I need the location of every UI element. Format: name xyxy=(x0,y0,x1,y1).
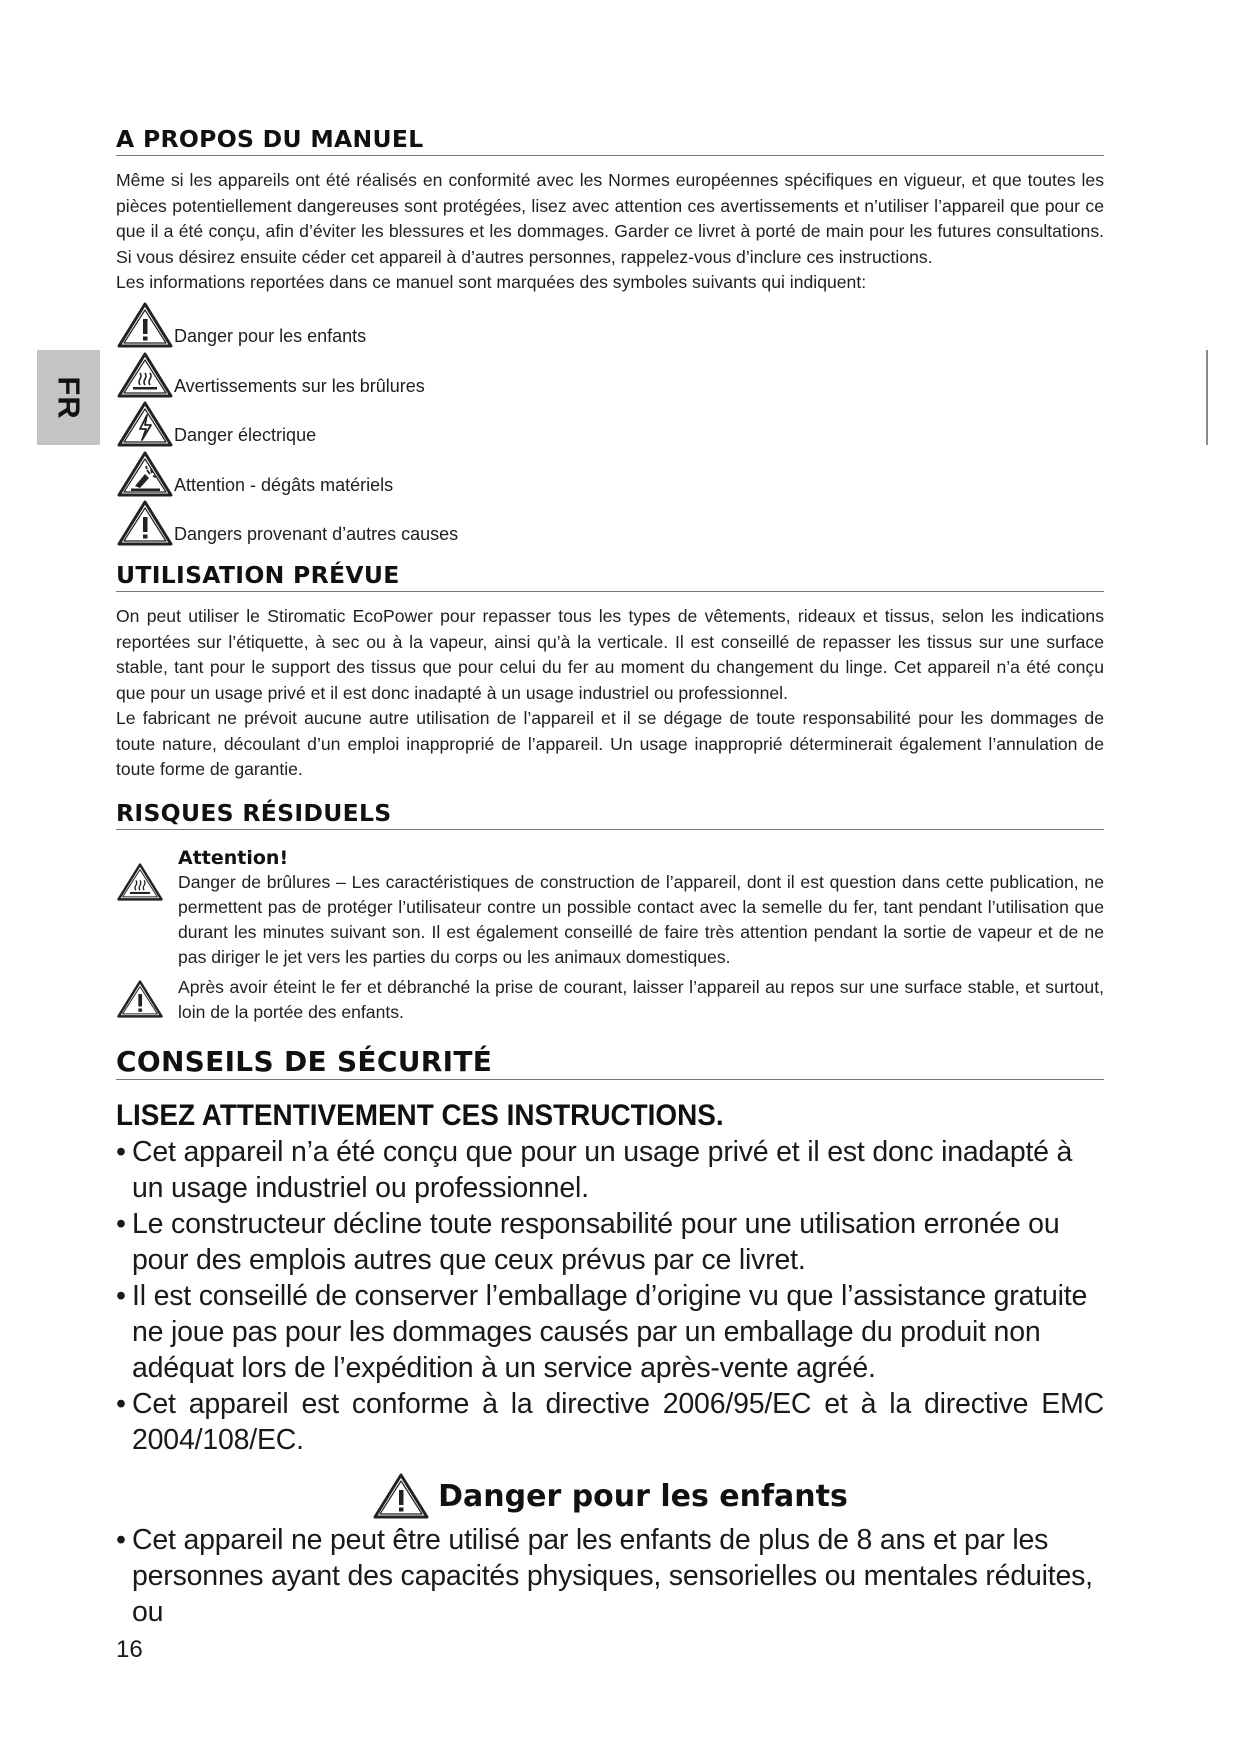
electric-danger-icon xyxy=(116,400,174,448)
attention-label: Attention! xyxy=(178,846,289,869)
burn-risk-text xyxy=(178,846,1104,971)
symbol-item xyxy=(116,349,1104,399)
warning-exclamation-icon xyxy=(116,977,164,1021)
symbol-label: Attention - dégâts matériels xyxy=(174,474,394,495)
burn-warning-icon xyxy=(116,351,174,399)
burn-risk-paragraph: Danger de brûlures – Les caractéristiques de construction de l’appareil, dont il est question dans cette publication, ne permettent pas de protéger l’utilisateur contre un possible contact avec la semelle du fer, tant pendant l’utilisation que durant les minutes suivant son. Il est également conseillé de faire très attention pendant la sortie de vapeur et de ne pas diriger le jet vers les parties du corps ou les animaux domestiques. xyxy=(178,871,1104,968)
children-bullet-list xyxy=(116,1522,1104,1630)
after-use-block xyxy=(116,975,1104,1026)
language-tab xyxy=(37,350,100,445)
burn-risk-block xyxy=(116,846,1104,971)
children-bullet: • Cet appareil ne peut être utilisé par les enfants de plus de 8 ans et par les personnes ayant des capacités physiques, sensorielles ou mentales réduites, ou xyxy=(116,1524,1093,1629)
symbol-label: Danger pour les enfants xyxy=(174,326,367,346)
safety-bullet: • Le constructeur décline toute responsabilité pour une utilisation erronée ou pour des emplois autres que ceux prévus par ce livret. xyxy=(116,1208,1060,1277)
children-danger-title: Danger pour les enfants xyxy=(438,1478,848,1514)
symbol-label: Avertissements sur les brûlures xyxy=(174,375,425,396)
safety-heading: CONSEILS DE SÉCURITÉ xyxy=(116,1045,1104,1080)
symbol-label: Dangers provenant d’autres causes xyxy=(174,524,459,544)
warning-exclamation-icon xyxy=(116,499,174,547)
symbol-label: Danger électrique xyxy=(174,425,317,445)
intended-use-paragraph-2: Le fabricant ne prévoit aucune autre utilisation de l’appareil et il se dégage de toute responsabilité pour les dommages de toute nature, découlant d’un emploi inapproprié de l’appareil. Un usage inapproprié déterminerait également l’annulation de toute forme de garantie. xyxy=(116,708,1104,779)
language-tab-label: FR xyxy=(51,375,87,420)
right-margin-mark xyxy=(1206,350,1208,445)
warning-exclamation-icon xyxy=(116,301,174,349)
safety-bullet: • Cet appareil est conforme à la directive 2006/95/EC et à la directive EMC 2004/108/EC. xyxy=(116,1388,1104,1457)
page-number: 16 xyxy=(116,1636,143,1663)
intended-use-heading: UTILISATION PRÉVUE xyxy=(116,561,1104,592)
about-heading: A PROPOS DU MANUEL xyxy=(116,125,1104,156)
symbol-item xyxy=(116,300,1104,350)
read-instructions-heading: LISEZ ATTENTIVEMENT CES INSTRUCTIONS. xyxy=(116,1099,724,1133)
symbol-list xyxy=(116,300,1104,548)
after-use-text xyxy=(178,975,1104,1026)
residual-risks-heading: RISQUES RÉSIDUELS xyxy=(116,799,1104,830)
about-paragraph: Même si les appareils ont été réalisés en conformité avec les Normes européennes spécifiques en vigueur, et que toutes les pièces potentiellement dangereuses sont protégées, lisez avec attention ces avertissements et n’utiliser l’appareil que pour ce que il a été conçu, afin d’éviter les blessures et les dommages. Garder ce livret à porté de main pour les futures consultations. Si vous désirez ensuite céder cet appareil à d’autres personnes, rappelez-vous d’inclure ces instructions. xyxy=(116,170,1104,267)
safety-bullet-list xyxy=(116,1134,1104,1458)
symbol-item xyxy=(116,448,1104,498)
warning-exclamation-icon xyxy=(372,1472,430,1520)
intended-use-paragraph-1: On peut utiliser le Stiromatic EcoPower pour repasser tous les types de vêtements, rideaux et tissus, selon les indications reportées sur l’étiquette, à sec ou à la vapeur, ainsi qu’à la verticale. Il est conseillé de repasser les tissus sur une surface stable, tant pour le support des tissus que pour celui du fer au moment du changement du linge. Cet appareil n’a été conçu que pour un usage privé et il est donc inadapté à un usage industriel ou professionnel. xyxy=(116,606,1104,703)
material-damage-icon xyxy=(116,450,174,498)
safety-bullet: • Il est conseillé de conserver l’emballage d’origine vu que l’assistance gratuite ne joue pas pour les dommages causés par un emballage du produit non adéquat lors de l’expédition à un service après-vente agréé. xyxy=(116,1280,1088,1385)
after-use-paragraph: Après avoir éteint le fer et débranché la prise de courant, laisser l’appareil au repos sur une surface stable, et surtout, loin de la portée des enfants. xyxy=(178,976,1104,1022)
children-danger-heading xyxy=(116,1472,1104,1520)
safety-bullet: • Cet appareil n’a été conçu que pour un usage privé et il est donc inadapté à un usage industriel ou professionnel. xyxy=(116,1136,1073,1205)
burn-warning-icon xyxy=(116,860,164,904)
page-content xyxy=(116,125,1104,1630)
symbol-item xyxy=(116,498,1104,548)
symbols-intro: Les informations reportées dans ce manuel sont marquées des symboles suivants qui indiquent: xyxy=(116,272,867,292)
symbol-item xyxy=(116,399,1104,449)
